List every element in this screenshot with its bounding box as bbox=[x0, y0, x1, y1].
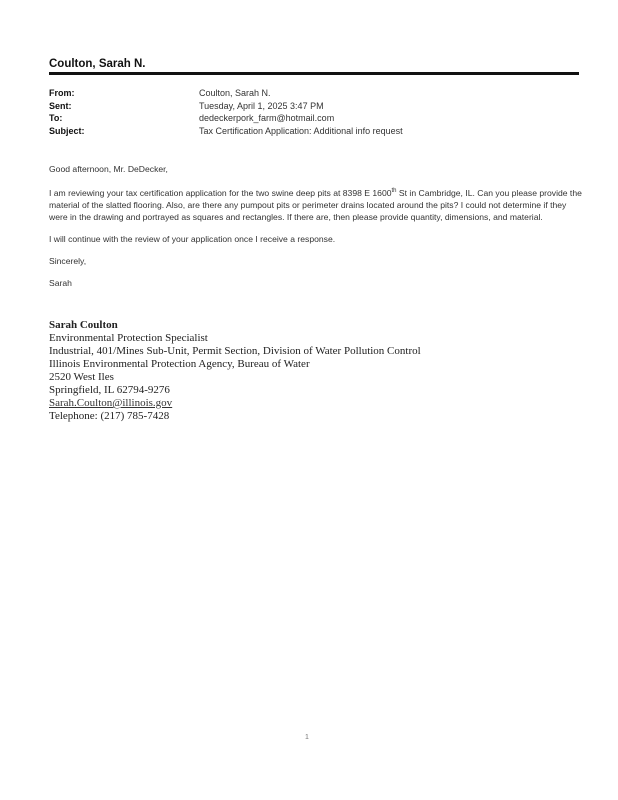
email-body bbox=[49, 163, 584, 299]
from-label: From: bbox=[49, 88, 75, 98]
closing: Sincerely, bbox=[49, 256, 87, 266]
body-paragraph-2: I will continue with the review of your application once I receive a response. bbox=[49, 234, 336, 244]
signature-city: Springfield, IL 62794-9276 bbox=[49, 384, 170, 396]
sent-label: Sent: bbox=[49, 100, 72, 111]
subject-value: Tax Certification Application: Additional info request bbox=[199, 125, 403, 136]
body-paragraph-1 bbox=[49, 187, 584, 223]
signature-email-link[interactable]: Sarah.Coulton@illinois.gov bbox=[49, 397, 173, 409]
header-row-to bbox=[49, 112, 589, 125]
body-paragraph-1-start: I am reviewing your tax certification application for the two swine deep pits at 8398 E 1600 bbox=[49, 188, 392, 198]
header-row-from bbox=[49, 87, 589, 100]
body-paragraph-1-end: St in Cambridge, IL. Can you please provide the material of the slatted flooring. Also, are there any pumpout pits or perimeter drains located around the pits? I could not determine if they were in the drawing and portrayed as squares and rectangles. If there are, then please provide quantity, dimensions, and material. bbox=[49, 188, 582, 222]
sent-value: Tuesday, April 1, 2025 3:47 PM bbox=[199, 100, 324, 111]
subject-label: Subject: bbox=[49, 125, 85, 136]
greeting: Good afternoon, Mr. DeDecker, bbox=[49, 164, 168, 174]
email-headers bbox=[49, 87, 589, 137]
sender-heading: Coulton, Sarah N. bbox=[49, 58, 146, 70]
to-value: dedeckerpork_farm@hotmail.com bbox=[199, 113, 335, 123]
signature-name: Sarah Coulton bbox=[49, 319, 118, 331]
signature-block bbox=[49, 319, 589, 423]
to-label: To: bbox=[49, 113, 63, 123]
header-row-sent bbox=[49, 100, 589, 113]
closing-name: Sarah bbox=[49, 278, 72, 288]
from-value: Coulton, Sarah N. bbox=[199, 88, 271, 98]
signature-street: 2520 West Iles bbox=[49, 371, 114, 383]
ordinal-suffix: th bbox=[391, 188, 397, 195]
signature-title: Environmental Protection Specialist bbox=[49, 332, 208, 344]
signature-agency: Illinois Environmental Protection Agency, Bureau of Water bbox=[49, 358, 310, 370]
signature-unit: Industrial, 401/Mines Sub-Unit, Permit Section, Division of Water Pollution Control bbox=[49, 345, 421, 357]
header-divider bbox=[49, 72, 579, 75]
page-number: 1 bbox=[305, 734, 309, 741]
header-row-subject bbox=[49, 125, 589, 138]
signature-phone: Telephone: (217) 785-7428 bbox=[49, 410, 170, 422]
